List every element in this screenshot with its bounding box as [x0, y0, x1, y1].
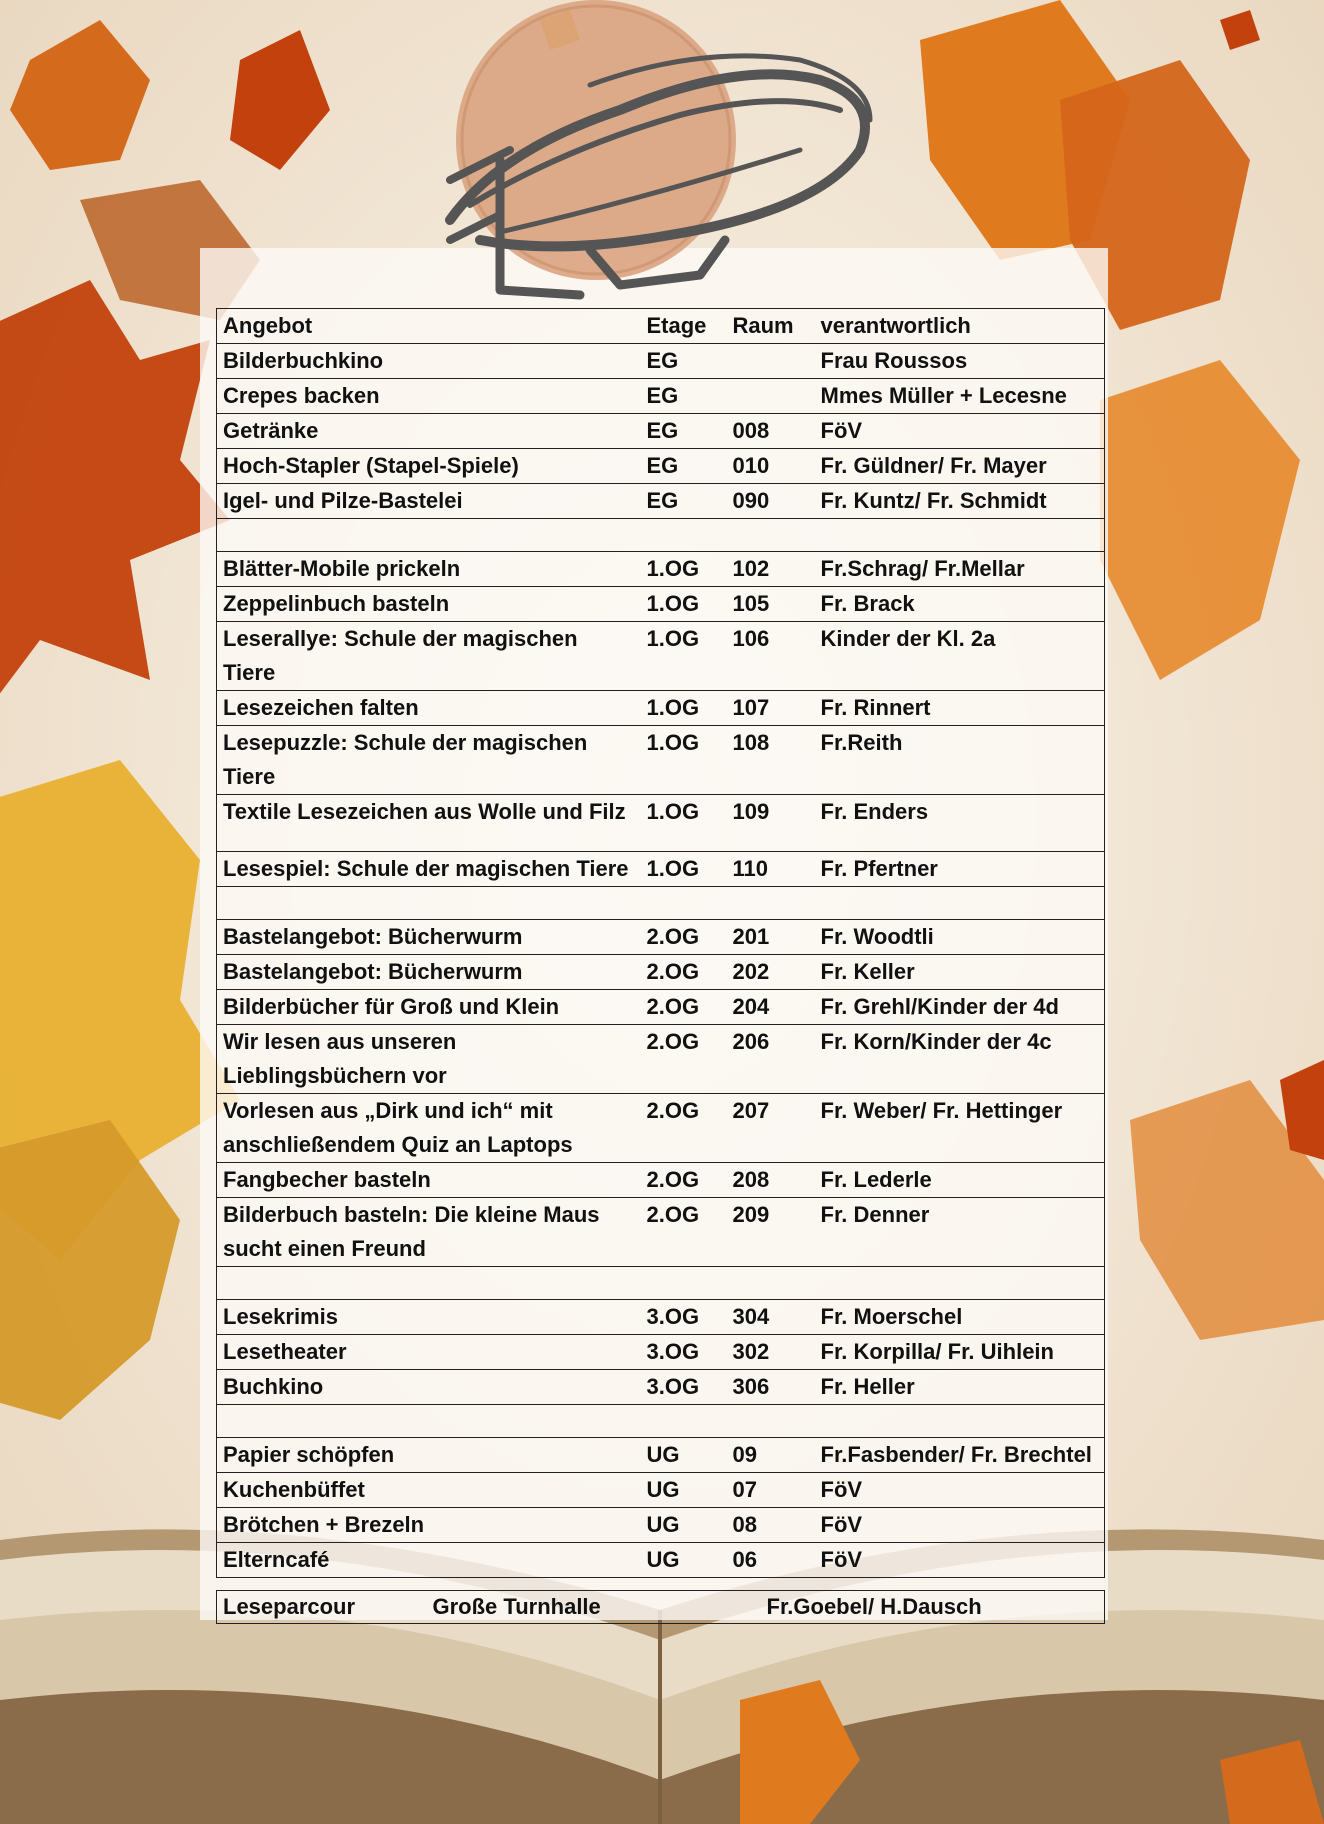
table-row — [217, 484, 1105, 519]
header-etage: Etage — [641, 309, 727, 344]
table-row — [217, 990, 1105, 1025]
cell-verantwortlich: Fr. Denner — [815, 1198, 1105, 1267]
zeppelin-logo-icon — [440, 0, 920, 320]
footer-row — [217, 1591, 1105, 1624]
table-row — [217, 344, 1105, 379]
cell-etage: 1.OG — [641, 552, 727, 587]
cell-verantwortlich: Fr. Korn/Kinder der 4c — [815, 1025, 1105, 1094]
cell-raum: 08 — [727, 1508, 815, 1543]
cell-angebot: Bilderbücher für Groß und Klein — [217, 990, 641, 1025]
table-row — [217, 1370, 1105, 1405]
cell-etage: 3.OG — [641, 1300, 727, 1335]
cell-raum: 107 — [727, 691, 815, 726]
cell-verantwortlich: Fr. Moerschel — [815, 1300, 1105, 1335]
table-header-row — [217, 309, 1105, 344]
cell-etage: 2.OG — [641, 1198, 727, 1267]
cell-angebot: Kuchenbüffet — [217, 1473, 641, 1508]
cell-raum: 302 — [727, 1335, 815, 1370]
table-row — [217, 414, 1105, 449]
cell-etage: EG — [641, 484, 727, 519]
cell-etage: EG — [641, 379, 727, 414]
cell-angebot — [217, 1267, 641, 1300]
cell-etage: 1.OG — [641, 726, 727, 795]
table-row — [217, 1094, 1105, 1163]
cell-verantwortlich: Fr. Woodtli — [815, 920, 1105, 955]
cell-verantwortlich: Fr. Enders — [815, 795, 1105, 852]
footer-ort: Große Turnhalle — [427, 1591, 761, 1624]
cell-angebot: Lesezeichen falten — [217, 691, 641, 726]
table-row — [217, 552, 1105, 587]
cell-raum: 06 — [727, 1543, 815, 1578]
cell-verantwortlich: Fr.Reith — [815, 726, 1105, 795]
cell-raum — [727, 519, 815, 552]
cell-etage: 1.OG — [641, 691, 727, 726]
cell-angebot: Lesetheater — [217, 1335, 641, 1370]
table-row — [217, 795, 1105, 852]
cell-raum: 206 — [727, 1025, 815, 1094]
cell-verantwortlich: Fr. Heller — [815, 1370, 1105, 1405]
cell-verantwortlich — [815, 1267, 1105, 1300]
cell-raum: 010 — [727, 449, 815, 484]
cell-angebot: Lesekrimis — [217, 1300, 641, 1335]
header-verantwortlich: verantwortlich — [815, 309, 1105, 344]
cell-raum: 008 — [727, 414, 815, 449]
table-row — [217, 622, 1105, 691]
table-row — [217, 1405, 1105, 1438]
cell-raum: 07 — [727, 1473, 815, 1508]
table-row — [217, 887, 1105, 920]
cell-raum — [727, 1405, 815, 1438]
table-row — [217, 920, 1105, 955]
cell-verantwortlich: FöV — [815, 1473, 1105, 1508]
table-row — [217, 1438, 1105, 1473]
cell-raum: 208 — [727, 1163, 815, 1198]
cell-verantwortlich: Fr. Lederle — [815, 1163, 1105, 1198]
cell-verantwortlich: Fr. Korpilla/ Fr. Uihlein — [815, 1335, 1105, 1370]
cell-etage: 3.OG — [641, 1335, 727, 1370]
cell-etage: 3.OG — [641, 1370, 727, 1405]
cell-raum: 09 — [727, 1438, 815, 1473]
cell-etage — [641, 1267, 727, 1300]
table-row — [217, 1163, 1105, 1198]
cell-verantwortlich: Fr. Kuntz/ Fr. Schmidt — [815, 484, 1105, 519]
cell-etage: 1.OG — [641, 795, 727, 852]
cell-raum — [727, 887, 815, 920]
cell-raum: 106 — [727, 622, 815, 691]
cell-verantwortlich: Fr. Grehl/Kinder der 4d — [815, 990, 1105, 1025]
schedule-table — [216, 308, 1105, 1578]
cell-verantwortlich: Fr. Weber/ Fr. Hettinger — [815, 1094, 1105, 1163]
cell-angebot: Vorlesen aus „Dirk und ich“ mit anschließendem Quiz an Laptops — [217, 1094, 641, 1163]
footer-angebot: Leseparcour — [217, 1591, 427, 1624]
table-row — [217, 726, 1105, 795]
cell-raum: 108 — [727, 726, 815, 795]
cell-verantwortlich: FöV — [815, 1543, 1105, 1578]
cell-etage — [641, 887, 727, 920]
cell-raum: 105 — [727, 587, 815, 622]
cell-angebot: Hoch-Stapler (Stapel-Spiele) — [217, 449, 641, 484]
table-row — [217, 1300, 1105, 1335]
cell-angebot — [217, 1405, 641, 1438]
cell-etage: UG — [641, 1508, 727, 1543]
cell-raum — [727, 1267, 815, 1300]
cell-etage: 2.OG — [641, 1163, 727, 1198]
cell-verantwortlich: FöV — [815, 1508, 1105, 1543]
cell-angebot: Crepes backen — [217, 379, 641, 414]
cell-angebot: Getränke — [217, 414, 641, 449]
table-row — [217, 691, 1105, 726]
cell-raum: 209 — [727, 1198, 815, 1267]
cell-verantwortlich: Kinder der Kl. 2a — [815, 622, 1105, 691]
cell-raum: 204 — [727, 990, 815, 1025]
cell-angebot: Bastelangebot: Bücherwurm — [217, 920, 641, 955]
cell-verantwortlich — [815, 519, 1105, 552]
cell-angebot — [217, 887, 641, 920]
table-row — [217, 587, 1105, 622]
cell-angebot: Buchkino — [217, 1370, 641, 1405]
footer-table — [216, 1590, 1105, 1624]
table-row — [217, 379, 1105, 414]
table-row — [217, 1473, 1105, 1508]
cell-verantwortlich: Frau Roussos — [815, 344, 1105, 379]
cell-angebot: Papier schöpfen — [217, 1438, 641, 1473]
cell-angebot: Zeppelinbuch basteln — [217, 587, 641, 622]
table-row — [217, 1198, 1105, 1267]
cell-angebot: Lesespiel: Schule der magischen Tiere — [217, 852, 641, 887]
cell-angebot — [217, 519, 641, 552]
cell-raum: 109 — [727, 795, 815, 852]
table-row — [217, 1543, 1105, 1578]
table-row — [217, 1508, 1105, 1543]
cell-verantwortlich — [815, 1405, 1105, 1438]
cell-etage: UG — [641, 1543, 727, 1578]
table-row — [217, 1335, 1105, 1370]
cell-etage: EG — [641, 449, 727, 484]
cell-verantwortlich: Fr. Pfertner — [815, 852, 1105, 887]
cell-verantwortlich: Fr. Keller — [815, 955, 1105, 990]
cell-verantwortlich: Fr. Brack — [815, 587, 1105, 622]
cell-angebot: Bilderbuch basteln: Die kleine Maus sucht einen Freund — [217, 1198, 641, 1267]
cell-etage — [641, 519, 727, 552]
cell-etage: 2.OG — [641, 955, 727, 990]
cell-raum: 202 — [727, 955, 815, 990]
cell-angebot: Fangbecher basteln — [217, 1163, 641, 1198]
cell-etage: 2.OG — [641, 990, 727, 1025]
schedule-sheet — [216, 308, 1104, 1624]
cell-angebot: Lesepuzzle: Schule der magischen Tiere — [217, 726, 641, 795]
cell-etage: UG — [641, 1438, 727, 1473]
cell-angebot: Leserallye: Schule der magischen Tiere — [217, 622, 641, 691]
cell-etage: 1.OG — [641, 852, 727, 887]
cell-raum: 102 — [727, 552, 815, 587]
cell-verantwortlich: FöV — [815, 414, 1105, 449]
header-angebot: Angebot — [217, 309, 641, 344]
table-row — [217, 1267, 1105, 1300]
cell-angebot: Igel- und Pilze-Bastelei — [217, 484, 641, 519]
cell-etage — [641, 1405, 727, 1438]
cell-raum: 201 — [727, 920, 815, 955]
cell-angebot: Bastelangebot: Bücherwurm — [217, 955, 641, 990]
cell-raum: 207 — [727, 1094, 815, 1163]
cell-etage: 2.OG — [641, 920, 727, 955]
cell-angebot: Brötchen + Brezeln — [217, 1508, 641, 1543]
cell-etage: 1.OG — [641, 622, 727, 691]
cell-raum — [727, 344, 815, 379]
cell-angebot: Blätter-Mobile prickeln — [217, 552, 641, 587]
cell-etage: EG — [641, 414, 727, 449]
cell-etage: UG — [641, 1473, 727, 1508]
cell-etage: EG — [641, 344, 727, 379]
cell-angebot: Elterncafé — [217, 1543, 641, 1578]
table-row — [217, 955, 1105, 990]
table-row — [217, 1025, 1105, 1094]
cell-verantwortlich: Fr.Fasbender/ Fr. Brechtel — [815, 1438, 1105, 1473]
cell-verantwortlich — [815, 887, 1105, 920]
cell-raum — [727, 379, 815, 414]
cell-verantwortlich: Fr. Güldner/ Fr. Mayer — [815, 449, 1105, 484]
cell-raum: 306 — [727, 1370, 815, 1405]
footer-verantwortlich: Fr.Goebel/ H.Dausch — [761, 1591, 1105, 1624]
cell-angebot: Bilderbuchkino — [217, 344, 641, 379]
cell-etage: 2.OG — [641, 1094, 727, 1163]
table-row — [217, 852, 1105, 887]
cell-raum: 304 — [727, 1300, 815, 1335]
table-row — [217, 449, 1105, 484]
cell-raum: 090 — [727, 484, 815, 519]
cell-verantwortlich: Mmes Müller + Lecesne — [815, 379, 1105, 414]
cell-verantwortlich: Fr.Schrag/ Fr.Mellar — [815, 552, 1105, 587]
cell-angebot: Wir lesen aus unseren Lieblingsbüchern vor — [217, 1025, 641, 1094]
table-row — [217, 519, 1105, 552]
header-raum: Raum — [727, 309, 815, 344]
cell-angebot: Textile Lesezeichen aus Wolle und Filz — [217, 795, 641, 852]
cell-etage: 1.OG — [641, 587, 727, 622]
cell-raum: 110 — [727, 852, 815, 887]
cell-etage: 2.OG — [641, 1025, 727, 1094]
cell-verantwortlich: Fr. Rinnert — [815, 691, 1105, 726]
